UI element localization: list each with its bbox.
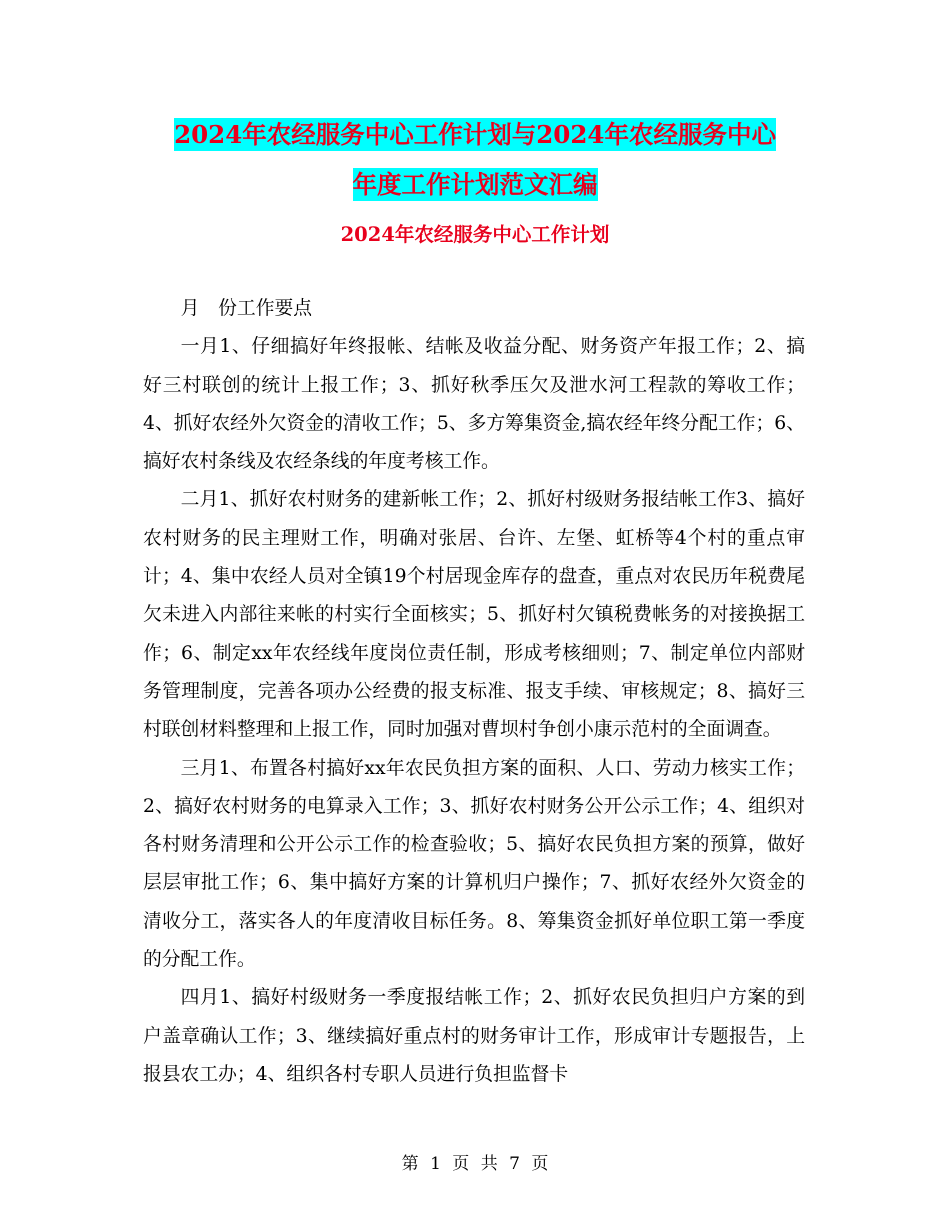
document-title — [0, 110, 950, 210]
paragraph-january: 一月1、仔细搞好年终报帐、结帐及收益分配、财务资产年报工作；2、搞好三村联创的统计上报工作；3、抓好秋季压欠及泄水河工程款的筹收工作；4、抓好农经外欠资金的清收工作；5、多方筹集资金,搞农经年终分配工作；6、搞好农村条线及农经条线的年度考核工作。 — [143, 336, 805, 473]
title-line-1: 2024年农经服务中心工作计划与2024年农经服务中心 — [174, 120, 776, 149]
section-title: 2024年农经服务中心工作计划 — [340, 223, 610, 246]
paragraph-april: 四月1、搞好村级财务一季度报结帐工作；2、抓好农民负担归户方案的到户盖章确认工作；3、继续搞好重点村的财务审计工作，形成审计专题报告，上报县农工办；4、组织各村专职人员进行负担监督卡 — [143, 987, 805, 1085]
document-body — [143, 290, 805, 1094]
paragraph-march: 三月1、布置各村搞好xx年农民负担方案的面积、人口、劳动力核实工作；2、搞好农村财务的电算录入工作；3、抓好农村财务公开公示工作；4、组织对各村财务清理和公开公示工作的检查验收；5、搞好农民负担方案的预算，做好层层审批工作；6、集中搞好方案的计算机归户操作；7、抓好农经外欠资金的清收分工，落实各人的年度清收目标任务。8、筹集资金抓好单位职工第一季度的分配工作。 — [143, 757, 805, 971]
paragraph-month-header: 月 份工作要点 — [180, 298, 313, 319]
paragraph-february: 二月1、抓好农村财务的建新帐工作；2、抓好村级财务报结帐工作3、搞好农村财务的民主理财工作，明确对张居、台许、左堡、虹桥等4个村的重点审计；4、集中农经人员对全镇19个村居现金库存的盘查，重点对农民历年税费尾欠未进入内部往来帐的村实行全面核实；5、抓好村欠镇税费帐务的对接换据工作；6、制定xx年农经线年度岗位责任制，形成考核细则；7、制定单位内部财务管理制度，完善各项办公经费的报支标准、报支手续、审核规定；8、搞好三村联创材料整理和上报工作，同时加强对曹坝村争创小康示范村的全面调查。 — [143, 489, 805, 741]
page-footer: 第 1 页 共 7 页 — [401, 1154, 549, 1174]
title-line-2: 年度工作计划范文汇编 — [352, 170, 598, 199]
